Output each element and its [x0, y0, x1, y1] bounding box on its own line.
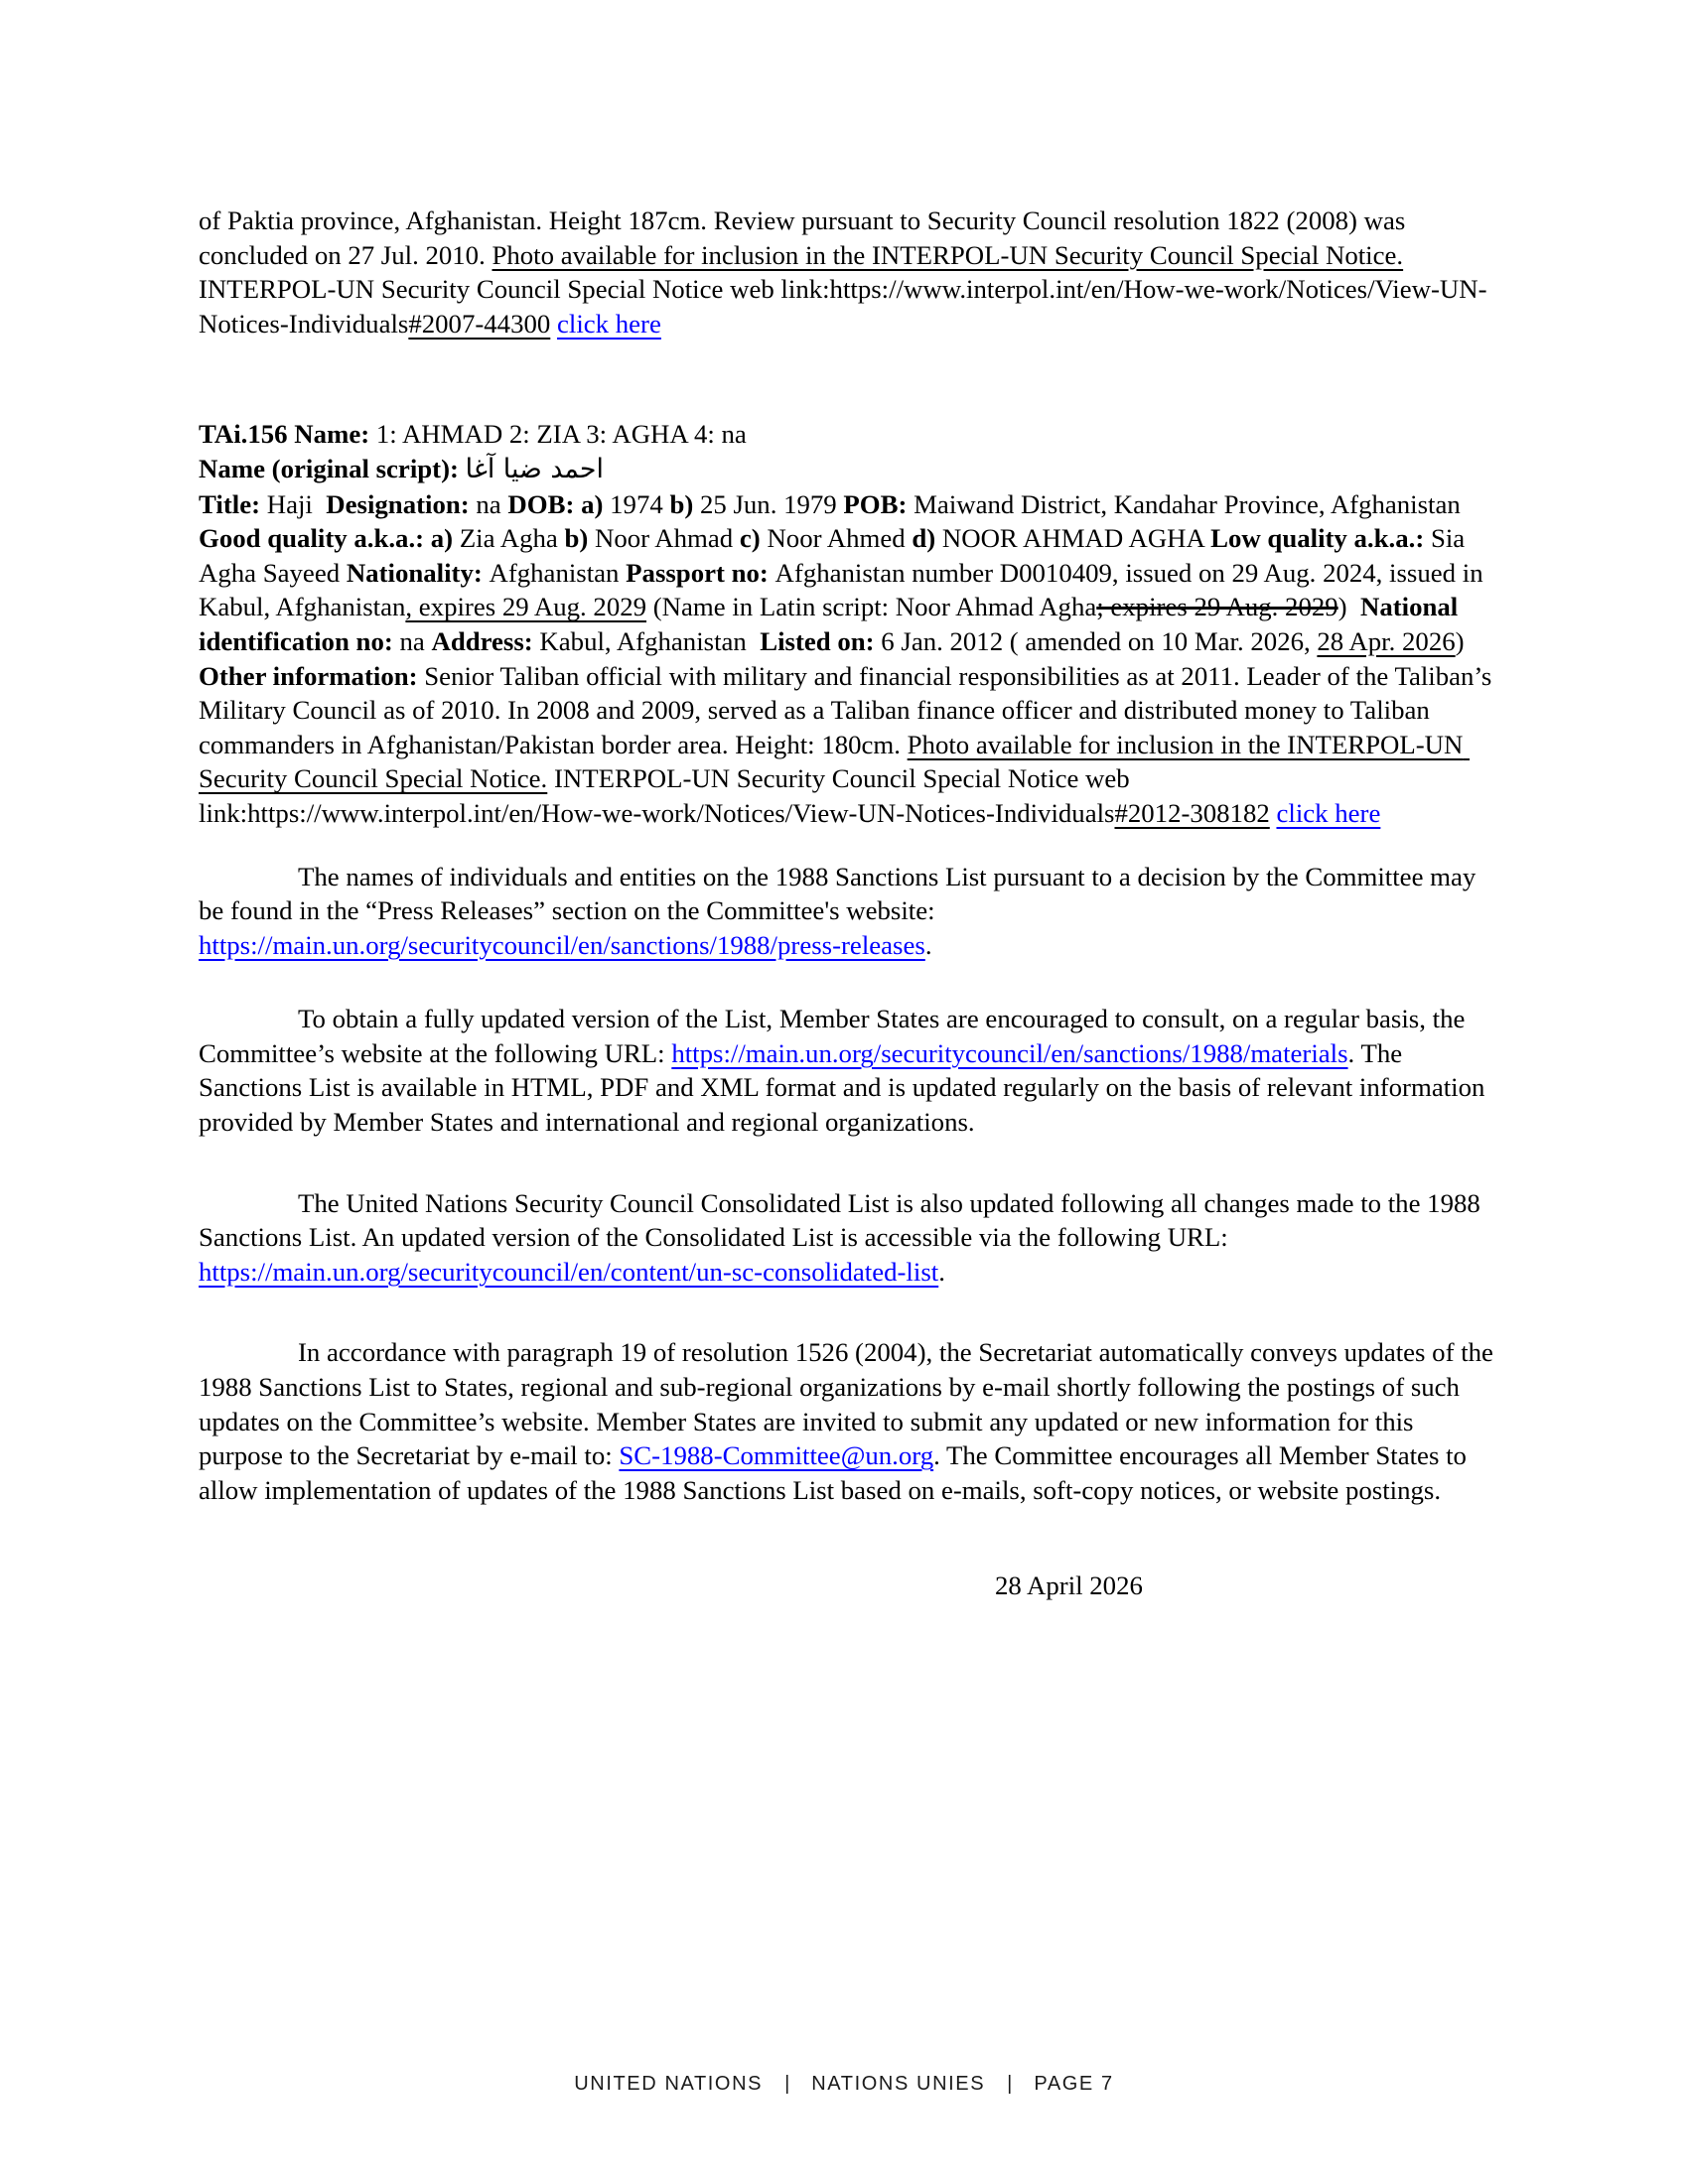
footer-separator: | — [784, 2073, 790, 2095]
text-run: Low quality a.k.a.: — [1210, 523, 1431, 554]
text-run: To obtain a fully updated version of the List, Member States are encouraged to consult, on a regular basis, the Committee’s website at the following URL: — [199, 1004, 1473, 1068]
text-run: #2007-44300 — [408, 308, 551, 339]
arabic-name-text: احمد ضيا آغا — [465, 453, 604, 484]
text-run: Good quality a.k.a.: — [199, 523, 431, 554]
text-run: Kabul, Afghanistan — [539, 625, 761, 656]
text-run: . The Sanctions List is available in HTML, PDF and XML format and is updated regularly on the basis of relevant information provided by Member States and international and regional organizations. — [199, 1037, 1492, 1138]
entry-original-script-line — [199, 452, 1499, 487]
text-run: NOOR AHMAD AGHA — [941, 523, 1211, 554]
consolidated-list-link[interactable]: https://main.un.org/securitycouncil/en/content/un-sc-consolidated-list — [199, 1256, 939, 1287]
text-run: . The Committee encourages all Member States to allow implementation of updates of the 1988 Sanctions List based on e-mails, soft-copy notices, or website postings. — [199, 1440, 1474, 1505]
text-run: Passport no: — [626, 557, 775, 588]
text-run: TAi.156 Name: — [199, 419, 376, 450]
footer-separator: | — [1007, 2073, 1013, 2095]
text-run: POB: — [843, 488, 914, 519]
sanctions-entry-tai-156 — [199, 417, 1499, 830]
text-run: Noor Ahmed — [767, 523, 913, 554]
updated-list-paragraph — [199, 1002, 1499, 1139]
text-run: DOB: — [507, 488, 582, 519]
text-run: National identification no: — [199, 592, 1465, 656]
continuation-paragraph — [199, 204, 1499, 341]
text-run: 28 Apr. 2026 — [1317, 625, 1456, 656]
text-run — [550, 309, 557, 339]
committee-email-link[interactable]: SC-1988-Committee@un.org — [619, 1440, 934, 1471]
footer-united-nations: UNITED NATIONS — [574, 2073, 764, 2095]
entry-details-paragraph — [199, 487, 1499, 831]
text-run: b) — [564, 523, 596, 554]
text-run: Address: — [431, 625, 540, 656]
text-run: Other information: — [199, 660, 425, 691]
text-run: Title: — [199, 488, 267, 519]
text-run: 6 Jan. 2012 ( amended on 10 Mar. 2026, — [881, 625, 1318, 656]
text-run: a) — [430, 523, 460, 554]
text-run: . — [938, 1256, 945, 1287]
text-run: d) — [912, 523, 942, 554]
text-run: ; expires 29 Aug. 2029 — [1096, 592, 1338, 622]
interpol-notice-2007-click-here-link[interactable]: click here — [556, 308, 661, 339]
text-run: 25 Jun. 1979 — [699, 488, 844, 519]
document-date: 28 April 2026 — [995, 1570, 1143, 1601]
text-run: 1: AHMAD 2: ZIA 3: AGHA 4: na — [375, 419, 747, 450]
text-run: Senior Taliban official with military and financial responsibilities as at 2011. Leader of the Taliban’s Military Council as of 2010. In 2008 and 2009, served as a Taliban finance officer and distributed money to Taliban commanders in Afghanistan/Pakistan border area. Height: 180cm. — [199, 660, 1499, 759]
text-run: INTERPOL-UN Security Council Special Notice web link:https://www.interpol.int/en/How-we-work/Notices/View-UN-Notices-Individuals — [199, 239, 1487, 339]
text-run: Photo available for inclusion in the INTERPOL-UN Security Council Special Notice. — [199, 729, 1471, 794]
footer-nations-unies: NATIONS UNIES — [811, 2073, 986, 2095]
press-releases-paragraph — [199, 860, 1499, 963]
text-run: . — [924, 929, 932, 960]
materials-link[interactable]: https://main.un.org/securitycouncil/en/sanctions/1988/materials — [671, 1037, 1348, 1068]
text-run: Noor Ahmad — [595, 523, 740, 554]
text-run: Zia Agha — [459, 523, 565, 554]
footer-page-number: PAGE 7 — [1034, 2073, 1114, 2095]
text-run: na — [476, 488, 508, 519]
text-run: b) — [669, 488, 700, 519]
text-run: 1974 — [610, 488, 670, 519]
text-run: of Paktia province, Afghanistan. Height 187cm. Review pursuant to Security Council resolution 1822 (2008) was concluded on 27 Jul. 2010. — [199, 205, 1413, 270]
press-releases-link[interactable]: https://main.un.org/securitycouncil/en/sanctions/1988/press-releases — [199, 929, 925, 960]
text-run: na — [399, 625, 432, 656]
text-run: Haji — [266, 488, 327, 519]
consolidated-list-paragraph — [199, 1186, 1499, 1290]
text-run: Afghanistan number D0010409, issued on 29 Aug. 2024, issued in Kabul, Afghanistan — [199, 557, 1490, 622]
page-footer — [0, 2073, 1688, 2096]
text-run: Maiwand District, Kandahar Province, Afghanistan — [914, 488, 1475, 519]
entry-name-line — [199, 417, 1499, 452]
text-run: Sia Agha Sayeed — [199, 523, 1471, 588]
document-body — [199, 204, 1499, 1603]
secretariat-email-paragraph — [199, 1335, 1499, 1507]
text-run: The United Nations Security Council Consolidated List is also updated following all changes made to the 1988 Sanctions List. An updated version of the Consolidated List is accessible via the following URL: — [199, 1187, 1487, 1253]
text-run: Listed on: — [760, 625, 882, 656]
interpol-notice-2012-click-here-link[interactable]: click here — [1276, 797, 1381, 828]
text-run: Afghanistan — [489, 557, 627, 588]
text-run: #2012-308182 — [1114, 797, 1270, 828]
text-run: Photo available for inclusion in the INTERPOL-UN Security Council Special Notice. — [492, 239, 1404, 270]
text-run: a) — [581, 488, 611, 519]
text-run: Designation: — [326, 488, 477, 519]
text-run: c) — [739, 523, 768, 554]
text-run: INTERPOL-UN Security Council Special Notice web link:https://www.interpol.int/en/How-we-work/Notices/View-UN-Notices-Individuals — [199, 763, 1137, 828]
text-run: , expires 29 Aug. 2029 — [405, 592, 647, 622]
text-run: (Name in Latin script: Noor Ahmad Agha — [646, 592, 1097, 622]
text-run: Name (original script): — [199, 453, 466, 483]
text-run: Nationality: — [346, 557, 490, 588]
text-run: In accordance with paragraph 19 of resolution 1526 (2004), the Secretariat automatically conveys updates of the 1988 Sanctions List to States, regional and sub-regional organizations by e-mail shortly following the postings of such updates on the Committee’s website. Member States are invited to submit any updated or new information for this purpose to the Secretariat by e-mail to: — [199, 1337, 1500, 1471]
text-run: The names of individuals and entities on the 1988 Sanctions List pursuant to a decision by the Committee may be found in the “Press Releases” section on the Committee's website: — [199, 861, 1483, 926]
text-run: ) — [1455, 625, 1477, 656]
text-run: ) — [1337, 592, 1360, 622]
